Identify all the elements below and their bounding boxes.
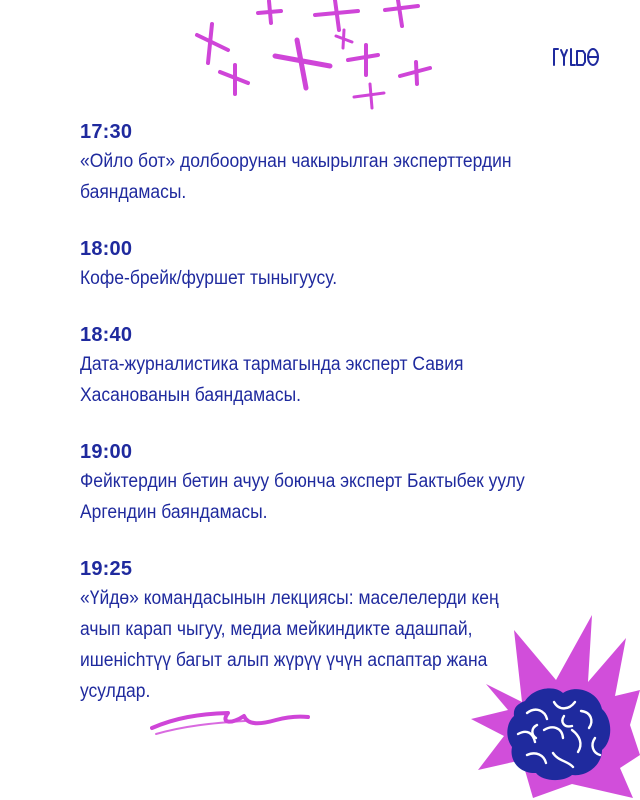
schedule-description-line: Хасанованын баяндамасы.	[80, 385, 302, 406]
schedule-description-line: ачып карап чыгуу, медиа мейкиндикте адашпай,	[80, 619, 473, 640]
cross-icon	[275, 40, 330, 88]
decorative-crosses	[180, 0, 440, 115]
schedule-description-line: баяндамасы.	[80, 182, 187, 203]
schedule-time: 17:30	[80, 121, 133, 143]
cross-icon	[197, 24, 228, 63]
schedule-time: 18:40	[80, 324, 133, 346]
cross-icon	[385, 0, 418, 26]
schedule-time: 18:00	[80, 238, 133, 260]
cross-icon	[336, 30, 352, 48]
schedule-time: 19:00	[80, 441, 133, 463]
cross-icon	[315, 0, 358, 30]
cross-icon	[220, 65, 248, 94]
cross-icon	[354, 84, 384, 108]
brand-logo	[552, 45, 600, 67]
schedule-time: 19:25	[80, 558, 133, 580]
cross-icon	[258, 1, 281, 23]
schedule-description-line: Аргендин баяндамасы.	[80, 502, 268, 523]
schedule-item	[80, 118, 550, 208]
schedule-description-line: усулдар.	[80, 681, 151, 702]
schedule-item	[80, 438, 550, 528]
schedule-description-line: «Үйдө» командасынын лекциясы: маселелерди кең	[80, 588, 499, 609]
schedule-description-line: Кофе-брейк/фуршет тыныгуусу.	[80, 268, 338, 289]
scribble-icon	[150, 700, 310, 740]
cross-icon	[400, 62, 430, 84]
schedule-item	[80, 321, 550, 411]
schedule-description-line: ишенichтүү багыт алып жүрүү үчүн аспаптар жана	[80, 650, 488, 671]
schedule-description-line: Дата-журналистика тармагында эксперт Савия	[80, 354, 464, 375]
schedule-item	[80, 235, 550, 294]
cross-icon	[348, 45, 378, 75]
brain-icon	[505, 683, 613, 781]
schedule-description-line: Фейктердин бетин ачуу боюнча эксперт Бактыбек уулу	[80, 471, 525, 492]
schedule-description-line: «Ойло бот» долбоорунан чакырылган эксперттердин	[80, 151, 512, 172]
